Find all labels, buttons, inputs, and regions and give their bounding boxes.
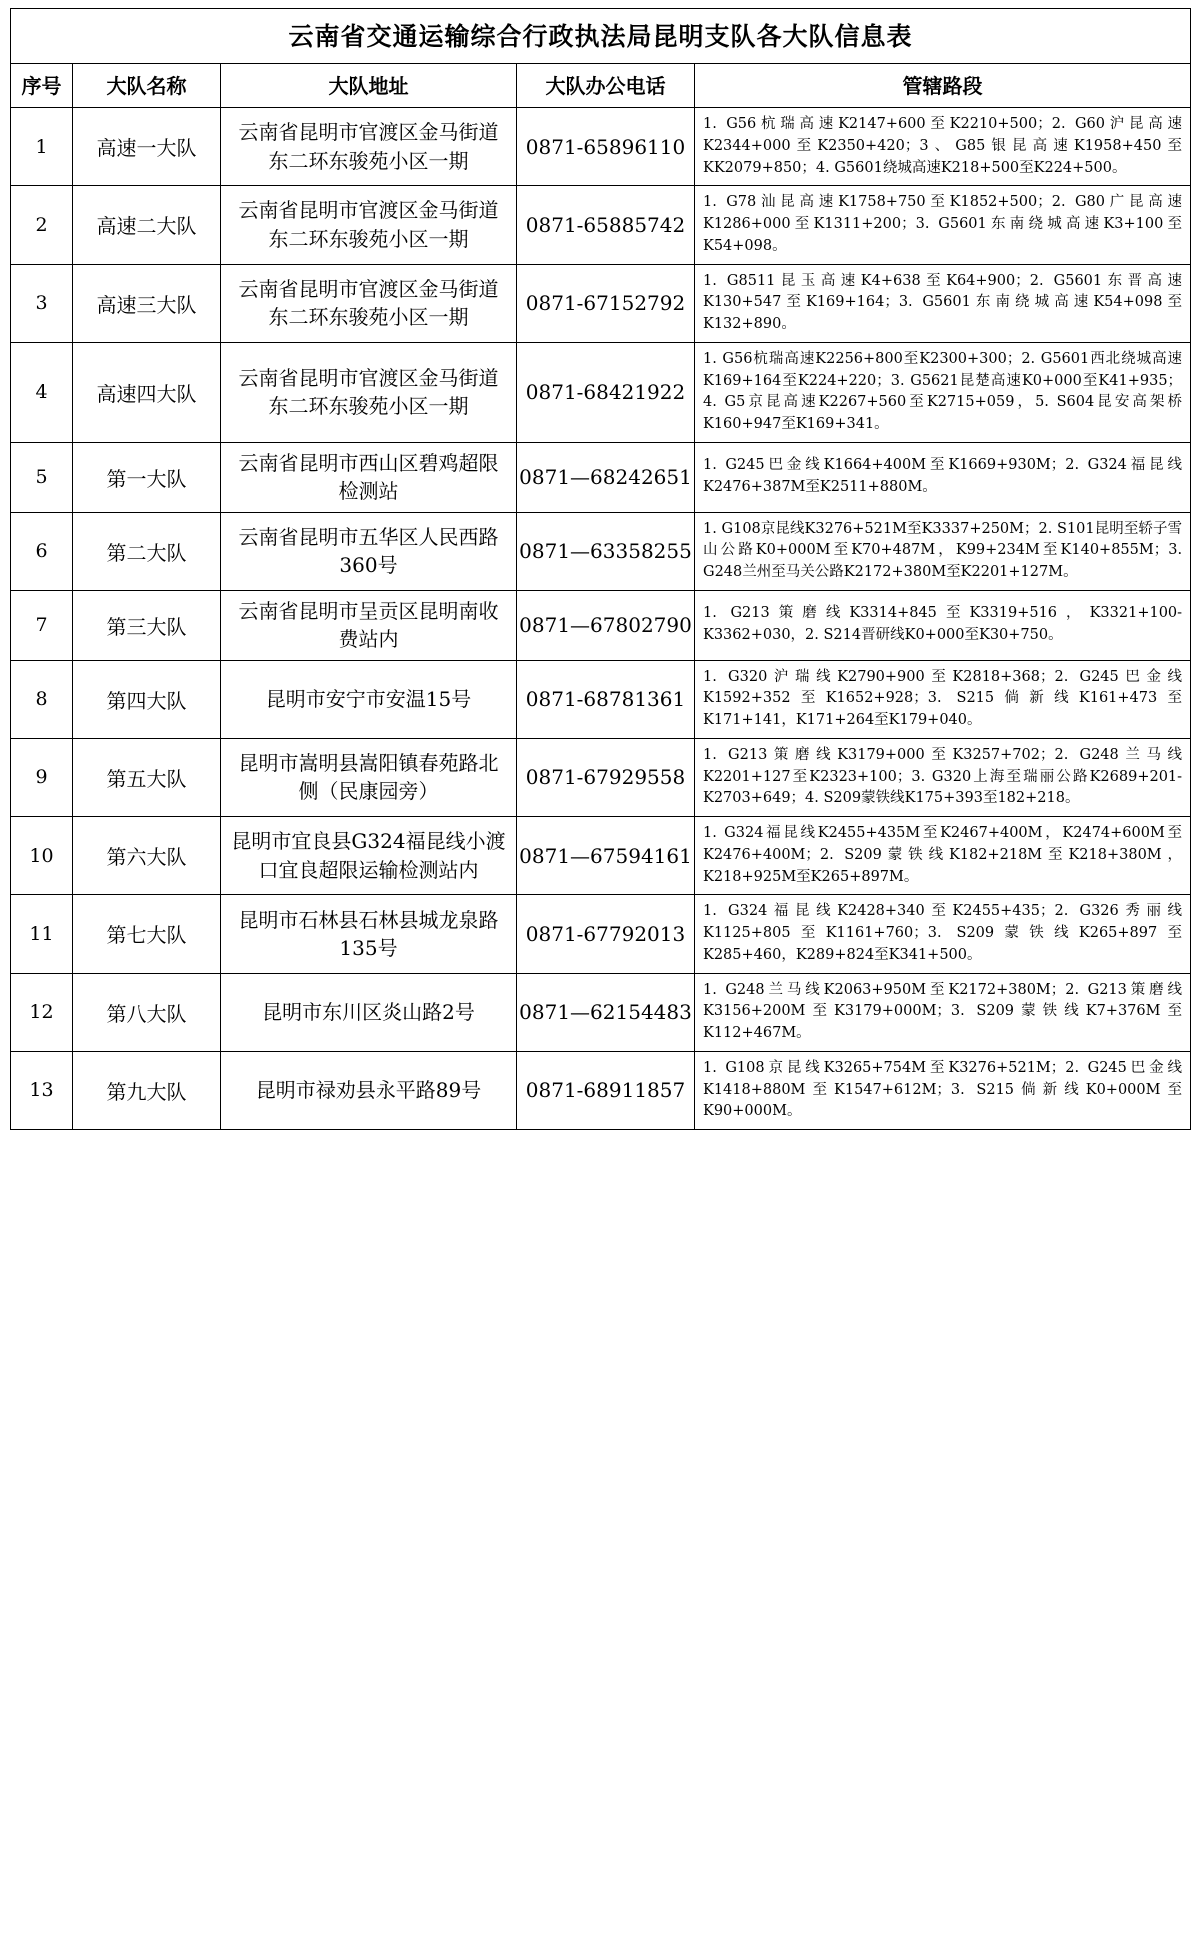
- row-sections: 1. G213策磨线K3179+000至K3257+702；2. G248兰马线K2201+127至K2323+100；3. G320上海至瑞丽公路K2689+201-K2703+649；4. S209蒙铁线K175+393至182+218。: [695, 738, 1191, 816]
- row-sections: 1. G248兰马线K2063+950M至K2172+380M；2. G213策磨线K3156+200M至K3179+000M；3. S209蒙铁线K7+376M至K112+467M。: [695, 973, 1191, 1051]
- row-phone: 0871—67802790: [517, 590, 695, 660]
- row-sections: 1. G324福昆线K2455+435M至K2467+400M，K2474+600M至K2476+400M；2. S209蒙铁线K182+218M至K218+380M，K218+925M至K265+897M。: [695, 817, 1191, 895]
- table-title-row: [11, 9, 1191, 64]
- row-no: 12: [11, 973, 73, 1051]
- table-row: [11, 512, 1191, 590]
- row-address: 云南省昆明市西山区碧鸡超限检测站: [221, 442, 517, 512]
- row-address: 云南省昆明市官渡区金马街道东二环东骏苑小区一期: [221, 186, 517, 264]
- row-address: 云南省昆明市官渡区金马街道东二环东骏苑小区一期: [221, 108, 517, 186]
- table-row: [11, 660, 1191, 738]
- row-phone: 0871-65896110: [517, 108, 695, 186]
- row-sections: 1. G108京昆线K3265+754M至K3276+521M；2. G245巴金线K1418+880M至K1547+612M；3. S215倘新线K0+000M至K90+000M。: [695, 1051, 1191, 1129]
- row-no: 5: [11, 442, 73, 512]
- column-header-phone: 大队办公电话: [517, 64, 695, 108]
- row-address: 昆明市嵩明县嵩阳镇春苑路北侧（民康园旁）: [221, 738, 517, 816]
- row-brigade-name: 高速三大队: [73, 264, 221, 342]
- table-row: [11, 590, 1191, 660]
- page-title: 云南省交通运输综合行政执法局昆明支队各大队信息表: [11, 9, 1191, 64]
- row-address: 云南省昆明市官渡区金马街道东二环东骏苑小区一期: [221, 264, 517, 342]
- table-row: [11, 342, 1191, 442]
- column-header-address: 大队地址: [221, 64, 517, 108]
- row-address: 昆明市东川区炎山路2号: [221, 973, 517, 1051]
- row-address: 昆明市安宁市安温15号: [221, 660, 517, 738]
- row-phone: 0871-68781361: [517, 660, 695, 738]
- column-header-sections: 管辖路段: [695, 64, 1191, 108]
- row-no: 2: [11, 186, 73, 264]
- row-no: 6: [11, 512, 73, 590]
- row-phone: 0871-65885742: [517, 186, 695, 264]
- row-brigade-name: 第五大队: [73, 738, 221, 816]
- table-row: [11, 442, 1191, 512]
- row-phone: 0871-67152792: [517, 264, 695, 342]
- row-sections: 1. G8511昆玉高速K4+638至K64+900；2. G5601东晋高速K130+547至K169+164；3. G5601东南绕城高速K54+098至K132+890。: [695, 264, 1191, 342]
- row-no: 7: [11, 590, 73, 660]
- row-address: 云南省昆明市五华区人民西路360号: [221, 512, 517, 590]
- table-row: [11, 1051, 1191, 1129]
- row-no: 13: [11, 1051, 73, 1129]
- row-phone: 0871-68911857: [517, 1051, 695, 1129]
- row-sections: 1. G56杭瑞高速K2256+800至K2300+300；2. G5601西北绕城高速K169+164至K224+220；3. G5621昆楚高速K0+000至K41+935；4. G5京昆高速K2267+560至K2715+059，5. S604昆安高架桥K160+947至K169+341。: [695, 342, 1191, 442]
- row-no: 4: [11, 342, 73, 442]
- row-no: 1: [11, 108, 73, 186]
- row-brigade-name: 第六大队: [73, 817, 221, 895]
- row-phone: 0871-67792013: [517, 895, 695, 973]
- table-row: [11, 817, 1191, 895]
- row-phone: 0871-68421922: [517, 342, 695, 442]
- row-brigade-name: 第二大队: [73, 512, 221, 590]
- table-row: [11, 186, 1191, 264]
- table-header-row: [11, 64, 1191, 108]
- row-address: 云南省昆明市呈贡区昆明南收费站内: [221, 590, 517, 660]
- row-sections: 1. G324福昆线K2428+340至K2455+435；2. G326秀丽线K1125+805至K1161+760；3. S209蒙铁线K265+897至K285+460，K289+824至K341+500。: [695, 895, 1191, 973]
- row-no: 9: [11, 738, 73, 816]
- table-row: [11, 895, 1191, 973]
- row-phone: 0871—63358255: [517, 512, 695, 590]
- row-sections: 1. G245巴金线K1664+400M至K1669+930M；2. G324福昆线K2476+387M至K2511+880M。: [695, 442, 1191, 512]
- row-address: 昆明市石林县石林县城龙泉路135号: [221, 895, 517, 973]
- row-no: 8: [11, 660, 73, 738]
- row-phone: 0871—67594161: [517, 817, 695, 895]
- row-brigade-name: 高速四大队: [73, 342, 221, 442]
- row-address: 昆明市禄劝县永平路89号: [221, 1051, 517, 1129]
- row-brigade-name: 第八大队: [73, 973, 221, 1051]
- row-brigade-name: 第三大队: [73, 590, 221, 660]
- row-no: 10: [11, 817, 73, 895]
- row-sections: 1. G56杭瑞高速K2147+600至K2210+500；2. G60沪昆高速K2344+000至K2350+420；3、G85银昆高速K1958+450至KK2079+850；4. G5601绕城高速K218+500至K224+500。: [695, 108, 1191, 186]
- row-brigade-name: 高速一大队: [73, 108, 221, 186]
- row-sections: 1. G78汕昆高速K1758+750至K1852+500；2. G80广昆高速K1286+000至K1311+200；3. G5601东南绕城高速K3+100至K54+098。: [695, 186, 1191, 264]
- row-phone: 0871-67929558: [517, 738, 695, 816]
- row-phone: 0871—62154483: [517, 973, 695, 1051]
- row-address: 昆明市宜良县G324福昆线小渡口宜良超限运输检测站内: [221, 817, 517, 895]
- row-brigade-name: 高速二大队: [73, 186, 221, 264]
- row-brigade-name: 第七大队: [73, 895, 221, 973]
- column-header-name: 大队名称: [73, 64, 221, 108]
- brigade-info-table: [10, 8, 1191, 1130]
- table-row: [11, 108, 1191, 186]
- column-header-no: 序号: [11, 64, 73, 108]
- row-sections: 1. G213策磨线K3314+845至K3319+516，K3321+100-K3362+030，2. S214晋研线K0+000至K30+750。: [695, 590, 1191, 660]
- row-sections: 1. G108京昆线K3276+521M至K3337+250M；2. S101昆明至轿子雪山公路K0+000M至K70+487M，K99+234M至K140+855M；3. G248兰州至马关公路K2172+380M至K2201+127M。: [695, 512, 1191, 590]
- row-sections: 1. G320沪瑞线K2790+900至K2818+368；2. G245巴金线K1592+352至K1652+928；3. S215倘新线K161+473至K171+141，K171+264至K179+040。: [695, 660, 1191, 738]
- row-no: 3: [11, 264, 73, 342]
- row-phone: 0871—68242651: [517, 442, 695, 512]
- row-brigade-name: 第一大队: [73, 442, 221, 512]
- table-row: [11, 738, 1191, 816]
- row-brigade-name: 第四大队: [73, 660, 221, 738]
- row-brigade-name: 第九大队: [73, 1051, 221, 1129]
- row-address: 云南省昆明市官渡区金马街道东二环东骏苑小区一期: [221, 342, 517, 442]
- table-row: [11, 973, 1191, 1051]
- table-row: [11, 264, 1191, 342]
- row-no: 11: [11, 895, 73, 973]
